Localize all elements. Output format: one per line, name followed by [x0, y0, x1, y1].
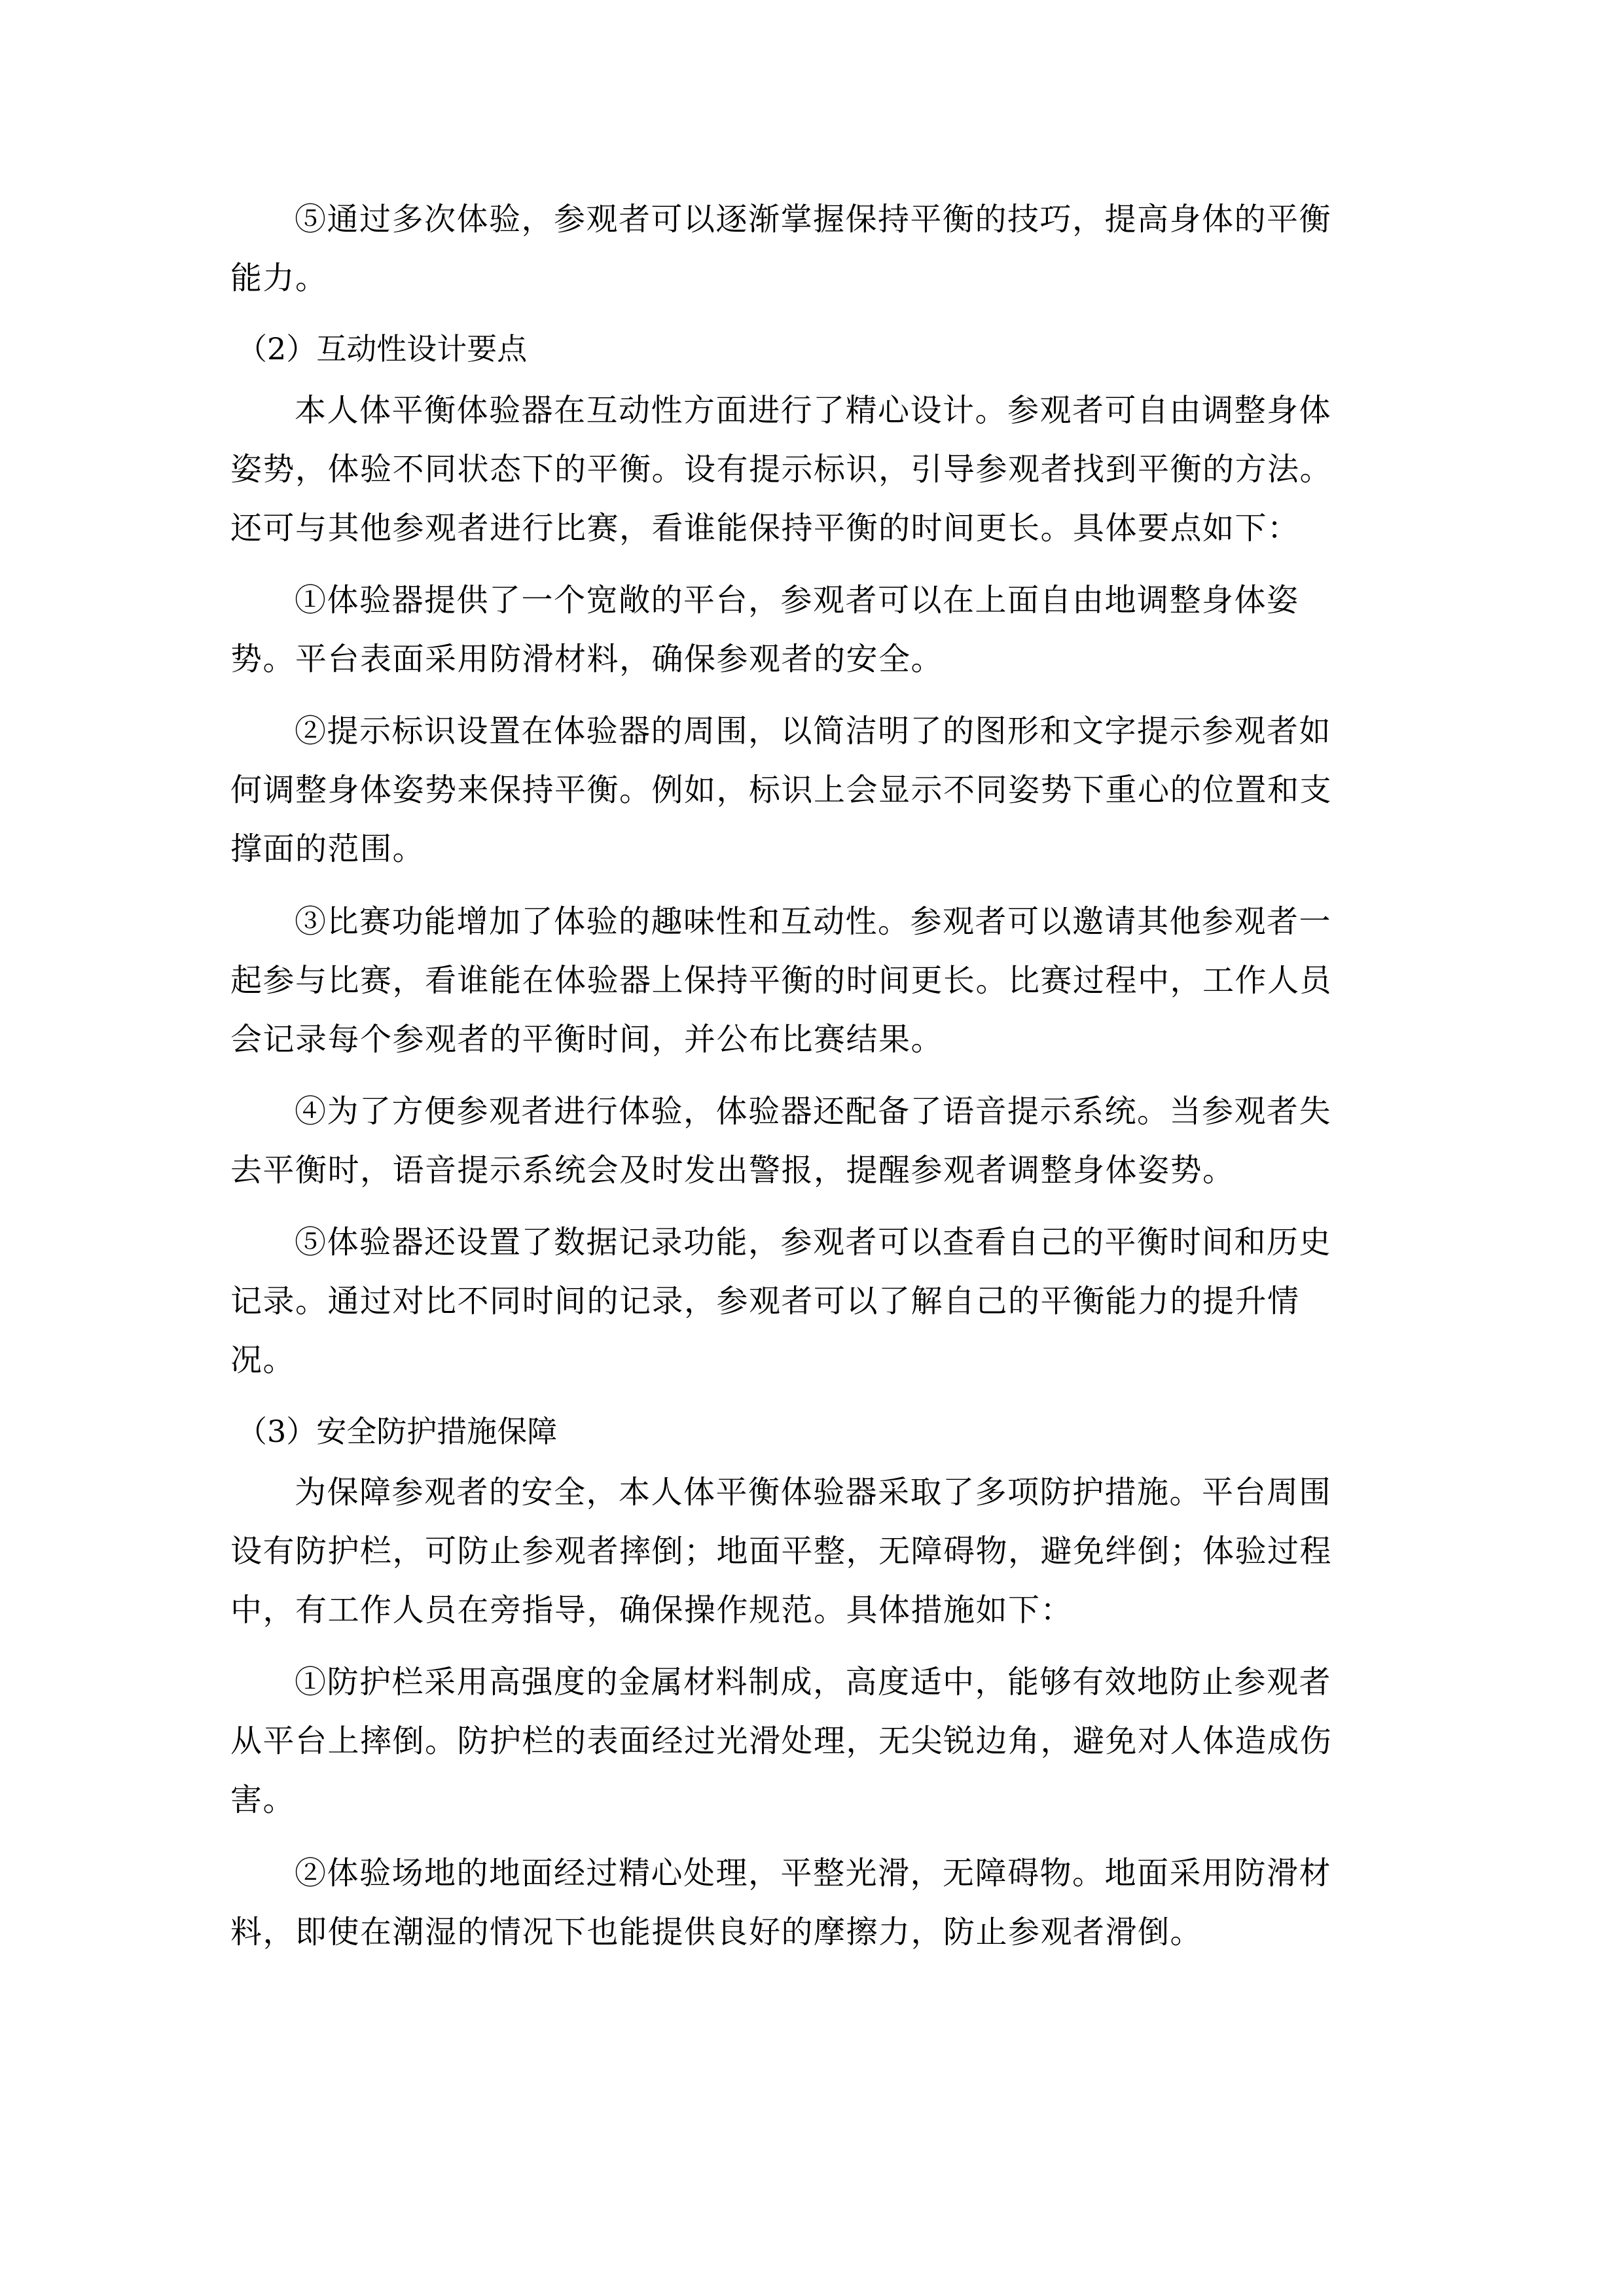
list-item-line: ⑤通过多次体验，参观者可以逐渐掌握保持平衡的技巧，提高身体的平衡 — [295, 201, 1332, 238]
list-item-line: ②提示标识设置在体验器的周围，以简洁明了的图形和文字提示参观者如 — [295, 713, 1332, 749]
list-item-line: ④为了方便参观者进行体验，体验器还配备了语音提示系统。当参观者失 — [295, 1093, 1332, 1130]
paragraph-line: 中，有工作人员在旁指导，确保操作规范。具体措施如下： — [230, 1592, 1074, 1628]
paragraph-line: 设有防护栏，可防止参观者摔倒；地面平整，无障碍物，避免绊倒；体验过程 — [230, 1533, 1333, 1570]
list-item-line: 能力。 — [230, 260, 328, 296]
list-item-line: 去平衡时，语音提示系统会及时发出警报，提醒参观者调整身体姿势。 — [230, 1152, 1235, 1189]
section-heading-safety: （3）安全防护措施保障 — [237, 1414, 558, 1449]
list-item-line: ③比赛功能增加了体验的趣味性和互动性。参观者可以邀请其他参观者一 — [295, 903, 1332, 940]
list-item-line: 何调整身体姿势来保持平衡。例如，标识上会显示不同姿势下重心的位置和支 — [230, 772, 1333, 808]
list-item-line: 撑面的范围。 — [230, 831, 425, 867]
list-item-line: ①体验器提供了一个宽敞的平台，参观者可以在上面自由地调整身体姿 — [295, 582, 1299, 619]
list-item-line: ①防护栏采用高强度的金属材料制成，高度适中，能够有效地防止参观者 — [295, 1664, 1332, 1700]
list-item-line: 记录。通过对比不同时间的记录，参观者可以了解自己的平衡能力的提升情 — [230, 1283, 1300, 1319]
paragraph-line: 姿势，体验不同状态下的平衡。设有提示标识，引导参观者找到平衡的方法。 — [230, 451, 1333, 488]
list-item-line: 害。 — [230, 1782, 296, 1818]
list-item-line: 会记录每个参观者的平衡时间，并公布比赛结果。 — [230, 1021, 944, 1058]
paragraph-line: 本人体平衡体验器在互动性方面进行了精心设计。参观者可自由调整身体 — [295, 392, 1332, 429]
paragraph-line: 还可与其他参观者进行比赛，看谁能保持平衡的时间更长。具体要点如下： — [230, 510, 1300, 547]
list-item-line: 料，即使在潮湿的情况下也能提供良好的摩擦力，防止参观者滑倒。 — [230, 1914, 1203, 1950]
list-item-line: ⑤体验器还设置了数据记录功能，参观者可以查看自己的平衡时间和历史 — [295, 1224, 1332, 1261]
paragraph-line: 为保障参观者的安全，本人体平衡体验器采取了多项防护措施。平台周围 — [295, 1474, 1332, 1511]
list-item-line: 况。 — [230, 1342, 296, 1378]
list-item-line: 起参与比赛，看谁能在体验器上保持平衡的时间更长。比赛过程中，工作人员 — [230, 962, 1333, 999]
section-heading-interactivity: （2）互动性设计要点 — [237, 331, 528, 367]
list-item-line: ②体验场地的地面经过精心处理，平整光滑，无障碍物。地面采用防滑材 — [295, 1855, 1332, 1892]
list-item-line: 从平台上摔倒。防护栏的表面经过光滑处理，无尖锐边角，避免对人体造成伤 — [230, 1723, 1333, 1759]
list-item-line: 势。平台表面采用防滑材料，确保参观者的安全。 — [230, 641, 944, 677]
